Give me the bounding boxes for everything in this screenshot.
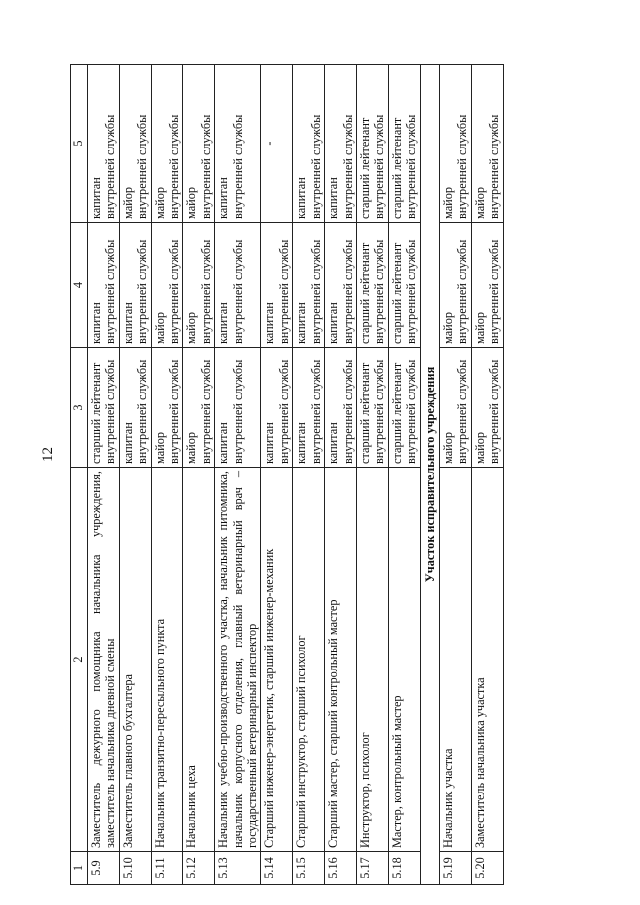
rank-line: внутренней службы <box>487 114 502 219</box>
table-row <box>439 65 471 885</box>
position-title: Заместитель главного бухгалтера <box>119 468 151 852</box>
position-title: Начальник цеха <box>183 468 215 852</box>
rank-line: внутренней службы <box>404 114 419 219</box>
rank-line: майор <box>152 186 167 219</box>
rank-cell <box>183 65 215 223</box>
rank-line: внутренней службы <box>308 114 323 219</box>
rank-cell <box>183 223 215 348</box>
rank-cell <box>183 348 215 468</box>
rank-cell <box>471 348 503 468</box>
row-number: 5.13 <box>215 852 261 885</box>
rank-line: внутренней службы <box>198 359 213 464</box>
rank-line: майор <box>184 431 199 464</box>
rank-cell <box>119 223 151 348</box>
rank-line: капитан <box>262 422 277 464</box>
rank-cell <box>151 223 183 348</box>
rank-line: внутренней службы <box>340 239 355 344</box>
rank-line: внутренней службы <box>135 239 150 344</box>
rank-line: майор <box>184 311 199 344</box>
rank-line: внутренней службы <box>340 114 355 219</box>
rank-line: старший лейтенант <box>389 117 404 219</box>
position-title: Инструктор, психолог <box>356 468 388 852</box>
rank-cell <box>293 65 325 223</box>
rank-line: внутренней службы <box>135 114 150 219</box>
table-row <box>471 65 503 885</box>
rank-cell <box>215 348 261 468</box>
rank-cell <box>88 65 120 223</box>
rank-line: старший лейтенант <box>357 242 372 344</box>
rank-line: внутренней службы <box>404 359 419 464</box>
rank-line: внутренней службы <box>167 239 182 344</box>
rank-line: внутренней службы <box>308 359 323 464</box>
rank-line: внутренней службы <box>372 359 387 464</box>
rank-line: внутренней службы <box>230 359 245 464</box>
header-cell: 5 <box>71 65 88 223</box>
section-title: Участок исправительного учреждения <box>420 65 439 885</box>
rank-line: капитан <box>120 422 135 464</box>
rank-line: капитан <box>294 177 309 219</box>
rank-line: внутренней службы <box>198 114 213 219</box>
table-row <box>388 65 420 885</box>
rank-cell <box>439 65 471 223</box>
rank-cell <box>151 348 183 468</box>
header-cell: 2 <box>71 468 88 852</box>
rank-line: майор <box>472 431 487 464</box>
rank-line: внутренней службы <box>198 239 213 344</box>
row-number: 5.15 <box>293 852 325 885</box>
table-row <box>183 65 215 885</box>
rank-cell <box>356 65 388 223</box>
rank-cell <box>325 65 357 223</box>
rank-cell <box>388 223 420 348</box>
row-number: 5.12 <box>183 852 215 885</box>
rank-line: майор <box>440 186 455 219</box>
rank-line: внутренней службы <box>455 114 470 219</box>
rank-line: майор <box>440 431 455 464</box>
header-cell: 3 <box>71 348 88 468</box>
rank-cell <box>88 348 120 468</box>
rank-cell <box>388 65 420 223</box>
row-number: 5.10 <box>119 852 151 885</box>
rank-cell <box>88 223 120 348</box>
table-row <box>356 65 388 885</box>
rank-line: майор <box>472 186 487 219</box>
rank-cell <box>471 65 503 223</box>
rank-line: внутренней службы <box>276 239 291 344</box>
rank-line: старший лейтенант <box>357 362 372 464</box>
rank-line: старший лейтенант <box>389 242 404 344</box>
header-cell: 1 <box>71 852 88 885</box>
rank-line: внутренней службы <box>167 114 182 219</box>
position-title: Заместитель начальника участка <box>471 468 503 852</box>
header-row <box>71 65 88 885</box>
rank-line: майор <box>472 311 487 344</box>
rank-cell <box>356 348 388 468</box>
rank-line: капитан <box>294 302 309 344</box>
rank-line: капитан <box>89 302 103 344</box>
rank-line: капитан <box>326 422 341 464</box>
position-title: Старший инструктор, старший психолог <box>293 468 325 852</box>
rank-line: старший лейтенант <box>389 362 404 464</box>
rank-line: внутренней службы <box>487 359 502 464</box>
rank-cell <box>293 223 325 348</box>
rank-line: капитан <box>120 302 135 344</box>
rank-line: майор <box>120 186 135 219</box>
rank-line: старший лейтенант <box>357 117 372 219</box>
rank-line: внутренней службы <box>103 359 118 464</box>
rank-line: капитан <box>216 422 231 464</box>
table-row <box>119 65 151 885</box>
rank-cell <box>215 65 261 223</box>
rank-cell <box>119 348 151 468</box>
rank-cell <box>471 223 503 348</box>
rank-line: внутренней службы <box>340 359 355 464</box>
position-title: Начальник транзитно-пересыльного пункта <box>151 468 183 852</box>
rank-line: майор <box>184 186 199 219</box>
rank-line: внутренней службы <box>230 114 245 219</box>
rank-line: внутренней службы <box>308 239 323 344</box>
position-title: Начальник учебно-производственного участка, начальник питомника, начальник корпусного отделения, главный ветеринарный врач – государственный ветеринарный инспектор <box>215 468 261 852</box>
rank-cell <box>439 223 471 348</box>
rank-line: внутренней службы <box>404 239 419 344</box>
rank-cell <box>356 223 388 348</box>
position-title: Старший мастер, старший контрольный мастер <box>325 468 357 852</box>
rank-line: майор <box>152 431 167 464</box>
rank-line: капитан <box>326 177 341 219</box>
rank-line: внутренней службы <box>455 359 470 464</box>
position-title: Мастер, контрольный мастер <box>388 468 420 852</box>
rank-line: внутренней службы <box>103 114 118 219</box>
section-row <box>420 65 439 885</box>
row-number: 5.11 <box>151 852 183 885</box>
table-row <box>215 65 261 885</box>
rank-cell <box>325 223 357 348</box>
rank-line: внутренней службы <box>455 239 470 344</box>
rank-cell <box>325 348 357 468</box>
table-row <box>261 65 293 885</box>
rank-line: внутренней службы <box>167 359 182 464</box>
table-row <box>293 65 325 885</box>
rank-line: капитан <box>89 177 103 219</box>
table-body <box>88 65 504 885</box>
rank-cell <box>151 65 183 223</box>
row-number: 5.19 <box>439 852 471 885</box>
rank-line: капитан <box>294 422 309 464</box>
rank-line: внутренней службы <box>372 239 387 344</box>
rank-line: майор <box>440 311 455 344</box>
rank-line: внутренней службы <box>276 359 291 464</box>
table-row <box>88 65 120 885</box>
rank-line: внутренней службы <box>487 239 502 344</box>
page-number: 12 <box>40 447 56 462</box>
row-number: 5.9 <box>88 852 120 885</box>
header-cell: 4 <box>71 223 88 348</box>
position-title: Начальник участка <box>439 468 471 852</box>
rank-line: капитан <box>216 177 231 219</box>
rank-cell <box>388 348 420 468</box>
row-number: 5.14 <box>261 852 293 885</box>
rank-line: старший лейтенант <box>89 362 103 464</box>
rank-cell <box>293 348 325 468</box>
row-number: 5.18 <box>388 852 420 885</box>
rotated-page <box>70 65 576 885</box>
rank-line: внутренней службы <box>230 239 245 344</box>
rank-cell <box>261 223 293 348</box>
position-title: Старший инженер-энергетик, старший инженер-механик <box>261 468 293 852</box>
row-number: 5.17 <box>356 852 388 885</box>
row-number: 5.16 <box>325 852 357 885</box>
rank-line: внутренней службы <box>135 359 150 464</box>
rank-cell <box>439 348 471 468</box>
rank-line: внутренней службы <box>103 239 118 344</box>
rank-cell <box>119 65 151 223</box>
rank-line: капитан <box>262 302 277 344</box>
rank-cell <box>261 65 293 223</box>
row-number: 5.20 <box>471 852 503 885</box>
rank-line: капитан <box>326 302 341 344</box>
table-row <box>151 65 183 885</box>
ranks-table <box>70 64 504 885</box>
rank-line: внутренней службы <box>372 114 387 219</box>
rank-line: майор <box>152 311 167 344</box>
rank-cell <box>261 348 293 468</box>
rank-line: капитан <box>216 302 231 344</box>
table-row <box>325 65 357 885</box>
rank-cell <box>215 223 261 348</box>
position-title: Заместитель дежурного помощника начальника учреждения, заместитель начальника дневной смены <box>88 468 120 852</box>
rank-line: - <box>262 141 277 146</box>
